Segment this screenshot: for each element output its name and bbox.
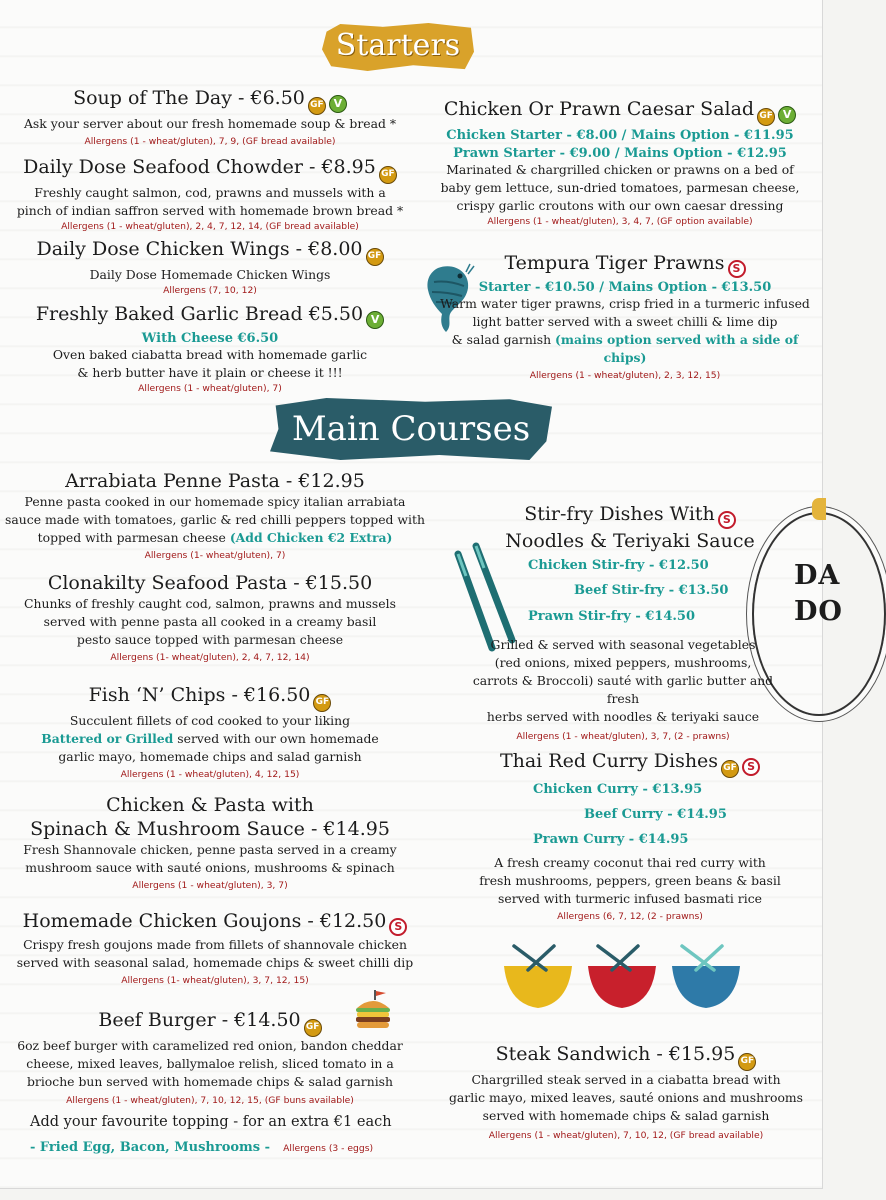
chowder-desc-1: Freshly caught salmon, cod, prawns and mussels with a <box>34 185 386 200</box>
gluten-free-icon: GF <box>738 1053 756 1071</box>
soup-allergens: Allergens (1 - wheat/gluten), 7, 9, (GF bread available) <box>84 136 336 147</box>
curry-desc <box>460 854 800 924</box>
burger-desc-2: cheese, mixed leaves, ballymaloe relish, sliced tomato in a <box>26 1056 394 1071</box>
spicy-icon: S <box>728 260 746 278</box>
wings-allergens: Allergens (7, 10, 12) <box>163 285 257 296</box>
chicken-pasta-item <box>0 793 420 893</box>
chowder-item <box>0 155 420 234</box>
curry-option-beef: Beef Curry - €14.95 <box>584 807 727 822</box>
tempura-desc-2: light batter served with a sweet chilli & lime dip <box>472 314 778 329</box>
chicken-pasta-desc-1: Fresh Shannovale chicken, penne pasta served in a creamy <box>23 842 397 857</box>
seafood-pasta-item <box>0 571 420 665</box>
fish-chips-allergens: Allergens (1 - wheat/gluten), 4, 12, 15) <box>120 769 300 780</box>
noodle-bowls-icon <box>500 942 750 1014</box>
caesar-desc-1: Marinated & chargrilled chicken or prawns on a bed of <box>446 162 794 177</box>
arrabiata-add-chicken: (Add Chicken €2 Extra) <box>229 530 393 545</box>
caesar-option-chicken: Chicken Starter - €8.00 / Mains Option - €11.95 <box>446 128 794 143</box>
seafood-pasta-desc-1: Chunks of freshly caught cod, salmon, prawns and mussels <box>24 596 396 611</box>
soup-item <box>0 86 420 149</box>
gluten-free-icon: GF <box>757 108 775 126</box>
goujons-desc-1: Crispy fresh goujons made from fillets of shannovale chicken <box>23 937 407 952</box>
vegetarian-icon: V <box>366 311 384 329</box>
chowder-allergens: Allergens (1 - wheat/gluten), 2, 4, 7, 12, 14, (GF bread available) <box>61 221 359 232</box>
burger-item <box>0 1008 420 1108</box>
chicken-pasta-allergens: Allergens (1 - wheat/gluten), 3, 7) <box>132 880 288 891</box>
goujons-allergens: Allergens (1- wheat/gluten), 3, 7, 12, 15) <box>121 975 309 986</box>
curry-option-chicken: Chicken Curry - €13.95 <box>533 782 703 797</box>
noodle-bowl-blue-icon <box>672 946 740 1008</box>
stirfry-title-2: Noodles & Teriyaki Sauce <box>505 530 755 552</box>
seafood-pasta-title: Clonakilty Seafood Pasta - €15.50 <box>47 572 373 594</box>
spicy-icon: S <box>389 918 407 936</box>
caesar-title: Chicken Or Prawn Caesar Salad <box>443 98 755 120</box>
tempura-option: Starter - €10.50 / Mains Option - €13.50 <box>478 280 772 295</box>
logo-text <box>794 558 843 630</box>
caesar-allergens: Allergens (1 - wheat/gluten), 3, 4, 7, (GF option available) <box>487 216 753 227</box>
stirfry-desc <box>458 636 788 744</box>
wings-title: Daily Dose Chicken Wings - €8.00 <box>36 238 363 260</box>
garlic-bread-allergens: Allergens (1 - wheat/gluten), 7) <box>138 383 282 394</box>
stirfry-option-prawn: Prawn Stir-fry - €14.50 <box>528 609 695 624</box>
steak-allergens: Allergens (1 - wheat/gluten), 7, 10, 12, (GF bread available) <box>488 1130 764 1141</box>
steak-desc-1: Chargrilled steak served in a ciabatta bread with <box>471 1072 781 1087</box>
gluten-free-icon: GF <box>379 166 397 184</box>
stirfry-desc-1: Grilled & served with seasonal vegetables <box>490 637 756 652</box>
chicken-pasta-title-2: Spinach & Mushroom Sauce - €14.95 <box>30 818 390 840</box>
stirfry-item <box>480 502 780 553</box>
burger-desc-3: brioche bun served with homemade chips & salad garnish <box>26 1074 393 1089</box>
stirfry-desc-4: herbs served with noodles & teriyaki sauce <box>486 709 760 724</box>
burger-allergens: Allergens (1 - wheat/gluten), 7, 10, 12, 15, (GF buns available) <box>66 1095 354 1106</box>
fish-chips-desc-3: garlic mayo, homemade chips and salad garnish <box>58 749 362 764</box>
seafood-pasta-desc-3: pesto sauce topped with parmesan cheese <box>76 632 344 647</box>
noodle-bowl-red-icon <box>588 946 656 1008</box>
logo-line-1: DA <box>794 560 841 591</box>
soup-desc: Ask your server about our fresh homemade soup & bread * <box>23 116 397 131</box>
garlic-bread-option: With Cheese €6.50 <box>141 331 279 346</box>
wings-desc: Daily Dose Homemade Chicken Wings <box>89 267 331 282</box>
fish-chips-desc-1: Succulent fillets of cod cooked to your liking <box>69 713 351 728</box>
chowder-title: Daily Dose Seafood Chowder - €8.95 <box>23 156 376 178</box>
caesar-desc-3: crispy garlic croutons with our own caesar dressing <box>456 198 784 213</box>
logo-accent <box>812 498 826 520</box>
arrabiata-desc-3: topped with parmesan cheese <box>37 530 230 545</box>
goujons-desc-2: served with seasonal salad, homemade chips & sweet chilli dip <box>16 955 414 970</box>
garlic-bread-desc-2: & herb butter have it plain or cheese it !!! <box>77 365 343 380</box>
goujons-title: Homemade Chicken Goujons - €12.50 <box>22 910 387 932</box>
stirfry-desc-3: carrots & Broccoli) sauté with garlic butter and fresh <box>472 673 774 706</box>
chicken-pasta-desc-2: mushroom sauce with sauté onions, mushrooms & spinach <box>25 860 395 875</box>
tempura-desc-3: & salad garnish <box>451 332 556 347</box>
steak-item <box>446 1042 806 1143</box>
gluten-free-icon: GF <box>313 694 331 712</box>
gluten-free-icon: GF <box>366 248 384 266</box>
spicy-icon: S <box>718 511 736 529</box>
burger-topping-items: - Fried Egg, Bacon, Mushrooms - <box>30 1140 271 1155</box>
garlic-bread-title: Freshly Baked Garlic Bread €5.50 <box>35 303 364 325</box>
chowder-desc-2: pinch of indian saffron served with homemade brown bread * <box>16 203 404 218</box>
curry-allergens: Allergens (6, 7, 12, (2 - prawns) <box>557 911 703 922</box>
fish-chips-desc-2: served with our own homemade <box>173 731 379 746</box>
soup-title: Soup of The Day - €6.50 <box>73 87 305 109</box>
stirfry-option-beef: Beef Stir-fry - €13.50 <box>574 583 729 598</box>
curry-title: Thai Red Curry Dishes <box>499 750 719 772</box>
gluten-free-icon: GF <box>308 97 326 115</box>
wings-item <box>0 237 420 298</box>
goujons-item <box>0 909 430 988</box>
starters-heading: Starters <box>335 28 461 63</box>
stirfry-allergens: Allergens (1 - wheat/gluten), 3, 7, (2 - prawns) <box>516 731 730 742</box>
burger-topping-row <box>30 1136 373 1156</box>
caesar-desc-2: baby gem lettuce, sun-dried tomatoes, parmesan cheese, <box>440 180 800 195</box>
garlic-bread-item <box>0 302 420 396</box>
fish-chips-item <box>0 683 420 782</box>
spicy-icon: S <box>742 758 760 776</box>
curry-desc-2: fresh mushrooms, peppers, green beans & basil <box>479 873 781 888</box>
arrabiata-allergens: Allergens (1- wheat/gluten), 7) <box>144 550 286 561</box>
burger-desc-1: 6oz beef burger with caramelized red onion, bandon cheddar <box>17 1038 403 1053</box>
curry-option-prawn: Prawn Curry - €14.95 <box>533 832 689 847</box>
fish-chips-title: Fish ‘N’ Chips - €16.50 <box>88 684 311 706</box>
arrabiata-desc-1: Penne pasta cooked in our homemade spicy italian arrabiata <box>24 494 406 509</box>
curry-desc-1: A fresh creamy coconut thai red curry with <box>494 855 766 870</box>
arrabiata-desc-2: sauce made with tomatoes, garlic & red chilli peppers topped with <box>5 512 425 527</box>
seafood-pasta-allergens: Allergens (1- wheat/gluten), 2, 4, 7, 12, 14) <box>110 652 310 663</box>
gluten-free-icon: GF <box>721 760 739 778</box>
noodle-bowl-yellow-icon <box>504 946 572 1008</box>
seafood-pasta-desc-2: served with penne pasta all cooked in a creamy basil <box>43 614 377 629</box>
main-courses-heading: Main Courses <box>291 409 531 449</box>
steak-title: Steak Sandwich - €15.95 <box>495 1043 736 1065</box>
burger-title: Beef Burger - €14.50 <box>98 1009 301 1031</box>
caesar-item <box>420 97 820 229</box>
vegetarian-icon: V <box>778 106 796 124</box>
steak-desc-2: garlic mayo, mixed leaves, sauté onions and mushrooms <box>448 1090 804 1105</box>
vegetarian-icon: V <box>329 95 347 113</box>
garlic-bread-desc-1: Oven baked ciabatta bread with homemade garlic <box>52 347 368 362</box>
tempura-title: Tempura Tiger Prawns <box>504 252 725 274</box>
burger-topping-allergens: Allergens (3 - eggs) <box>283 1143 374 1154</box>
tempura-item <box>430 251 820 383</box>
arrabiata-item <box>0 469 430 563</box>
fish-chips-cook-options: Battered or Grilled <box>41 731 174 746</box>
logo-line-2: DO <box>794 596 843 627</box>
steak-desc-3: served with homemade chips & salad garnish <box>482 1108 770 1123</box>
arrabiata-title: Arrabiata Penne Pasta - €12.95 <box>65 470 365 492</box>
curry-item <box>470 749 790 778</box>
tempura-allergens: Allergens (1 - wheat/gluten), 2, 3, 12, 15) <box>529 370 721 381</box>
stirfry-title-1: Stir-fry Dishes With <box>524 503 715 525</box>
stirfry-desc-2: (red onions, mixed peppers, mushrooms, <box>494 655 752 670</box>
chicken-pasta-title-1: Chicken & Pasta with <box>106 794 314 816</box>
curry-desc-3: served with turmeric infused basmati rice <box>498 891 762 906</box>
tempura-mains-note: (mains option served with a side of chips) <box>555 332 799 365</box>
stirfry-option-chicken: Chicken Stir-fry - €12.50 <box>528 558 709 573</box>
burger-topping: Add your favourite topping - for an extra €1 each <box>30 1114 392 1130</box>
caesar-option-prawn: Prawn Starter - €9.00 / Mains Option - €12.95 <box>453 146 787 161</box>
tempura-desc-1: Warm water tiger prawns, crisp fried in a turmeric infused <box>440 296 810 311</box>
gluten-free-icon: GF <box>304 1019 322 1037</box>
